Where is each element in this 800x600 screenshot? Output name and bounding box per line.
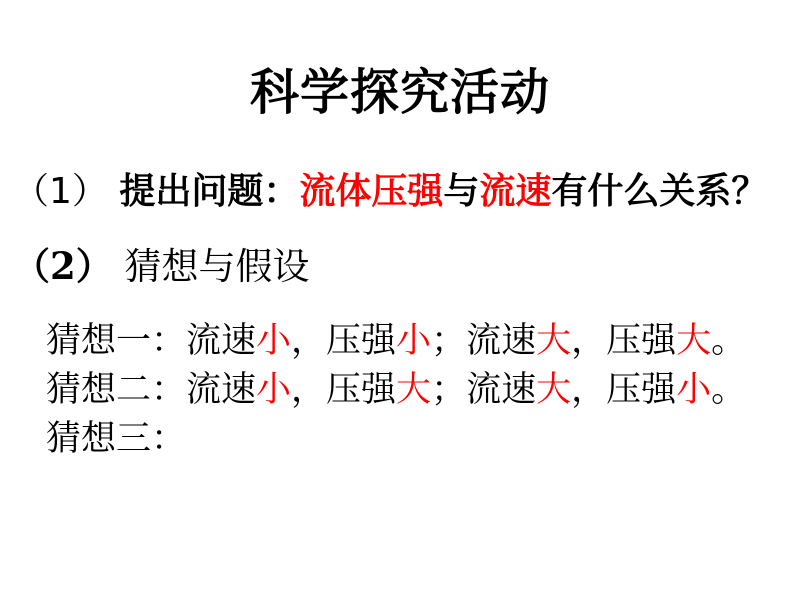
text-segment: ；流速 — [431, 321, 537, 361]
text-segment: 小 — [396, 321, 432, 361]
guess-line-3 — [46, 415, 746, 464]
text-segment: 大 — [396, 370, 432, 410]
text-segment: （2） — [13, 244, 113, 288]
text-segment: ；流速 — [431, 370, 537, 410]
text-segment: 大 — [536, 370, 572, 410]
hypothesis-heading-line — [13, 243, 310, 290]
text-segment: 猜想一：流速 — [46, 321, 257, 361]
text-segment: ，压强 — [291, 321, 397, 361]
text-segment: 猜想二：流速 — [46, 370, 257, 410]
text-segment: （1） — [13, 171, 120, 212]
text-segment: 。 — [711, 370, 747, 410]
text-segment: 小 — [256, 321, 292, 361]
text-segment: 大 — [536, 321, 572, 361]
problem-statement-line — [13, 170, 767, 214]
text-segment: 大 — [676, 321, 712, 361]
text-segment: 与 — [443, 171, 480, 212]
text-segment: 猜想三： — [46, 419, 187, 459]
text-segment: 。 — [711, 321, 747, 361]
slide-title: 科学探究活动 — [249, 64, 550, 121]
text-segment: 提出问题： — [119, 171, 300, 212]
text-segment: 流速 — [479, 171, 552, 212]
text-segment: 小 — [676, 370, 712, 410]
text-segment: 有什么关系？ — [551, 171, 768, 212]
text-segment: ，压强 — [571, 370, 677, 410]
text-segment: ，压强 — [571, 321, 677, 361]
guess-line-2 — [46, 366, 746, 415]
guess-line-1 — [46, 317, 746, 366]
guess-list — [46, 317, 746, 464]
text-segment: ，压强 — [291, 370, 397, 410]
text-segment: 流体压强 — [299, 171, 444, 212]
text-segment: 猜想与假设 — [112, 245, 310, 288]
text-segment: 小 — [256, 370, 292, 410]
